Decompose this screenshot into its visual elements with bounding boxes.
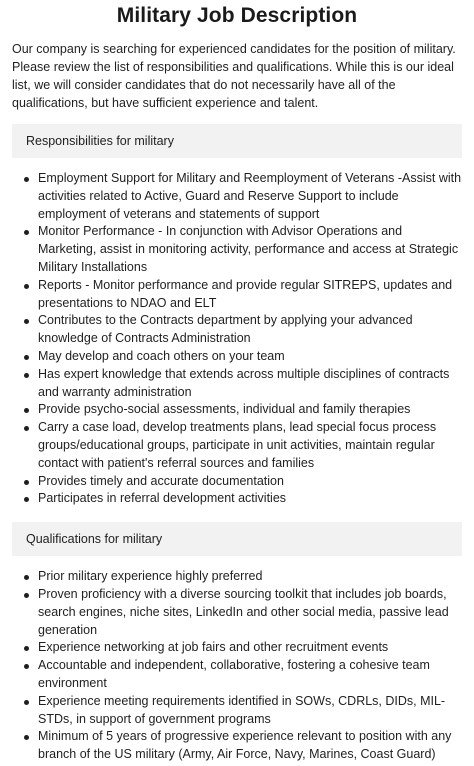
bullet-icon xyxy=(24,700,29,705)
list-item-text: Experience meeting requirements identified in SOWs, CDRLs, DIDs, MIL-STDs, in support of government programs xyxy=(38,693,446,726)
list-item-text: Proven proficiency with a diverse sourcing toolkit that includes job boards, search engines, niche sites, LinkedIn and other social media, passive lead generation xyxy=(38,586,449,637)
list-item-text: Carry a case load, develop treatments plans, lead special focus process groups/educational groups, participate in unit activities, maintain regular contact with patient's referral sources and families xyxy=(38,420,437,470)
list-item xyxy=(12,586,462,639)
list-item-text: Reports - Monitor performance and provide regular SITREPS, updates and presentations to NDAO and ELT xyxy=(38,277,453,310)
bullet-icon xyxy=(24,230,29,235)
bullet-icon xyxy=(24,284,29,289)
list-item xyxy=(12,639,462,657)
bullet-icon xyxy=(24,480,29,485)
responsibilities-list xyxy=(12,170,462,508)
list-item-text: Employment Support for Military and Reemployment of Veterans -Assist with activities related to Active, Guard and Reserve Support to include employment of veterans and statements of support xyxy=(38,171,462,221)
list-item xyxy=(12,366,462,402)
list-item xyxy=(12,657,462,693)
list-item xyxy=(12,568,462,586)
bullet-icon xyxy=(24,408,29,413)
list-item xyxy=(12,348,462,366)
bullet-icon xyxy=(24,575,29,580)
list-item xyxy=(12,490,462,508)
list-item-text: Participates in referral development activities xyxy=(38,491,287,506)
intro-paragraph: Our company is searching for experienced candidates for the position of military. Please review the list of responsibilities and qualifications. While this is our ideal list, we will consider candidates that do not necessarily have all of the qualifications, but have sufficient experience and talent. xyxy=(12,42,456,110)
list-item xyxy=(12,419,462,472)
list-item-text: Provides timely and accurate documentation xyxy=(38,473,284,488)
list-item-text: Contributes to the Contracts department by applying your advanced knowledge of Contracts Administration xyxy=(38,313,413,346)
bullet-icon xyxy=(24,646,29,651)
bullet-icon xyxy=(24,319,29,324)
list-item xyxy=(12,312,462,348)
qualifications-list xyxy=(12,568,462,764)
bullet-icon xyxy=(24,593,29,598)
list-item-text: Experience networking at job fairs and other recruitment events xyxy=(38,640,389,655)
list-item-text: Monitor Performance - In conjunction with Advisor Operations and Marketing, assist in monitoring activity, performance and access at Strategic Military Installations xyxy=(38,224,459,274)
list-item xyxy=(12,170,462,223)
list-item xyxy=(12,728,462,764)
list-item xyxy=(12,277,462,313)
responsibilities-header: Responsibilities for military xyxy=(12,124,462,158)
bullet-icon xyxy=(24,497,29,502)
list-item-text: Has expert knowledge that extends across multiple disciplines of contracts and warranty administration xyxy=(38,366,450,399)
list-item-text: Provide psycho-social assessments, individual and family therapies xyxy=(38,402,411,417)
bullet-icon xyxy=(24,355,29,360)
bullet-icon xyxy=(24,426,29,431)
list-item xyxy=(12,693,462,729)
list-item-text: May develop and coach others on your team xyxy=(38,348,285,363)
list-item-text: Minimum of 5 years of progressive experience relevant to position with any branch of the US military (Army, Air Force, Navy, Marines, Coast Guard) xyxy=(38,729,452,762)
qualifications-header: Qualifications for military xyxy=(12,522,462,556)
list-item-text: Prior military experience highly preferred xyxy=(38,569,263,584)
page-title: Military Job Description xyxy=(116,4,358,27)
bullet-icon xyxy=(24,373,29,378)
bullet-icon xyxy=(24,177,29,182)
list-item xyxy=(12,223,462,276)
bullet-icon xyxy=(24,735,29,740)
list-item xyxy=(12,473,462,491)
list-item xyxy=(12,401,462,419)
list-item-text: Accountable and independent, collaborative, fostering a cohesive team environment xyxy=(38,658,430,690)
bullet-icon xyxy=(24,664,29,669)
